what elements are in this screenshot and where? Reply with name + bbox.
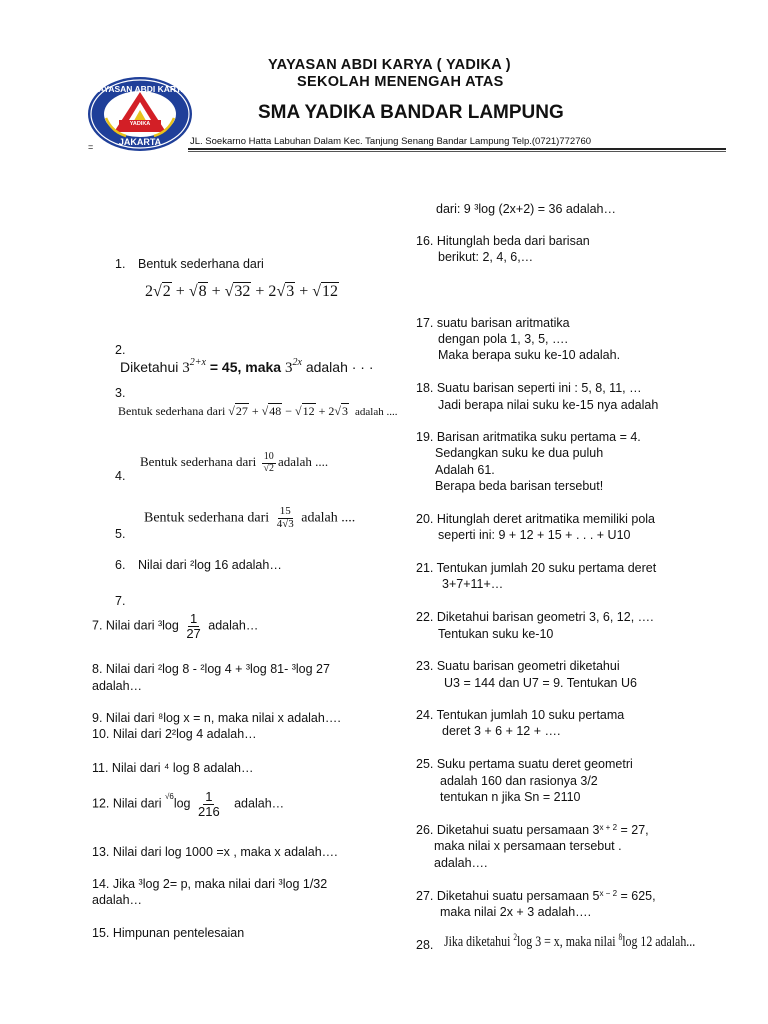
question-1-expression: 2√2 + √8 + √32 + 2√3 + √12 — [145, 283, 339, 300]
question-28-text: Jika diketahui $^2$log 3 = x, maka nilai $^8$log 12 adalah... — [444, 932, 696, 950]
question-24-line-1: 24. Tentukan jumlah 10 suku pertama — [416, 708, 625, 722]
question-25-line-1: 25. Suku pertama suatu deret geometri — [416, 757, 633, 771]
question-8-line-2: adalah… — [92, 679, 143, 693]
header-foundation: YAYASAN ABDI KARYA ( YADIKA ) — [268, 57, 511, 73]
question-25-line-3: tentukan n jika Sn = 2110 — [440, 790, 581, 804]
question-23-line-2: U3 = 144 dan U7 = 9. Tentukan U6 — [444, 676, 637, 690]
question-13-text: 13. Nilai dari log 1000 =x , maka x adalah…. — [92, 845, 338, 859]
question-26-line-2: maka nilai x persamaan tersebut . — [434, 839, 622, 853]
question-14-line-2: adalah… — [92, 893, 143, 907]
question-3-expression: Bentuk sederhana dari √27 + √48 − √12 + 2√3 adalah .... — [118, 404, 398, 418]
question-25-line-2: adalah 160 dan rasionya 3/2 — [440, 774, 598, 788]
logo-banner: YADIKA — [129, 121, 151, 127]
question-26-line-3: adalah…. — [434, 856, 488, 870]
question-12-text: 12. Nilai dari $^{√6}$log $\frac{1}{216}$ adalah… — [92, 789, 285, 819]
question-1-text: Bentuk sederhana dari — [138, 257, 264, 271]
question-23-line-1: 23. Suatu barisan geometri diketahui — [416, 659, 620, 673]
question-19-line-3: Adalah 61. — [435, 463, 495, 477]
question-20-line-1: 20. Hitunglah deret aritmatika memiliki pola — [416, 512, 655, 526]
question-10-text: 10. Nilai dari 2²log 4 adalah… — [92, 727, 257, 741]
question-19-line-2: Sedangkan suku ke dua puluh — [435, 446, 604, 460]
header-address: JL. Soekarno Hatta Labuhan Dalam Kec. Tanjung Senang Bandar Lampung Telp.(0721)772760 — [190, 136, 592, 147]
question-28-number: 28. — [416, 938, 434, 952]
logo-top-text: YAYASAN ABDI KARYA — [93, 84, 187, 94]
school-logo — [86, 74, 194, 158]
question-21-line-1: 21. Tentukan jumlah 20 suku pertama deret — [416, 561, 657, 575]
question-9-text: 9. Nilai dari ⁸log x = n, maka nilai x adalah…. — [92, 711, 341, 725]
question-22-line-2: Tentukan suku ke-10 — [438, 627, 554, 641]
question-26-line-1: 26. Diketahui suatu persamaan $3^{x + 2} = 27$, — [416, 823, 649, 837]
header-rule-thin — [188, 151, 726, 152]
question-4-number: 4. — [115, 469, 126, 483]
question-2-number: 2. — [115, 343, 126, 357]
logo-bottom-text: JAKARTA — [118, 137, 162, 147]
question-8-line-1: 8. Nilai dari ²log 8 - ²log 4 + ³log 81- ³log 27 — [92, 662, 330, 676]
question-1-number: 1. — [115, 257, 126, 271]
question-17-line-1: 17. suatu barisan aritmatika — [416, 316, 570, 330]
question-4-expression: Bentuk sederhana dari $\frac{10}{√2}$ adalah .... — [140, 451, 329, 474]
question-27-line-2: maka nilai 2x + 3 adalah…. — [440, 905, 592, 919]
question-6-text: Nilai dari ²log 16 adalah… — [138, 558, 282, 572]
question-15-text: 15. Himpunan pentelesaian — [92, 926, 245, 940]
question-16-line-2: berikut: 2, 4, 6,… — [438, 250, 534, 264]
question-21-line-2: 3+7+11+… — [442, 577, 504, 591]
question-6-number: 6. — [115, 558, 126, 572]
question-16-line-1: 16. Hitunglah beda dari barisan — [416, 234, 590, 248]
question-27-line-1: 27. Diketahui suatu persamaan $5^{x - 2} = 625$, — [416, 889, 656, 903]
question-19-line-1: 19. Barisan aritmatika suku pertama = 4. — [416, 430, 641, 444]
question-14-line-1: 14. Jika ³log 2= p, maka nilai dari ³log 1/32 — [92, 877, 328, 891]
question-11-text: 11. Nilai dari ⁴ log 8 adalah… — [92, 761, 254, 775]
question-19-line-4: Berapa beda barisan tersebut! — [435, 479, 604, 493]
question-22-line-1: 22. Diketahui barisan geometri 3, 6, 12, …. — [416, 610, 654, 624]
question-15-continuation: dari: 9 ³log (2x+2) = 36 adalah… — [436, 202, 616, 216]
question-18-line-1: 18. Suatu barisan seperti ini : 5, 8, 11, … — [416, 381, 642, 395]
question-18-line-2: Jadi berapa nilai suku ke-15 nya adalah — [438, 398, 659, 412]
question-7-text: 7. Nilai dari ³log $\frac{1}{27}$ adalah… — [92, 611, 259, 641]
question-7-marker: 7. — [115, 594, 126, 608]
question-3-number: 3. — [115, 386, 126, 400]
question-5-expression: Bentuk sederhana dari $\frac{15}{4√3}$ adalah .... — [144, 505, 356, 530]
question-2-expression: Diketahui $3^{2+x} = 45$, maka $3^{2x}$ adalah · · · — [120, 357, 374, 376]
question-17-line-2: dengan pola 1, 3, 5, …. — [438, 332, 568, 346]
corner-mark: = — [88, 142, 94, 152]
header-level: SEKOLAH MENENGAH ATAS — [297, 74, 504, 90]
question-5-number: 5. — [115, 527, 126, 541]
header-school-name: SMA YADIKA BANDAR LAMPUNG — [258, 102, 564, 123]
question-20-line-2: seperti ini: 9 + 12 + 15 + . . . + U10 — [438, 528, 631, 542]
question-17-line-3: Maka berapa suku ke-10 adalah. — [438, 348, 621, 362]
header-rule-thick — [188, 148, 726, 150]
question-24-line-2: deret 3 + 6 + 12 + …. — [442, 724, 561, 738]
